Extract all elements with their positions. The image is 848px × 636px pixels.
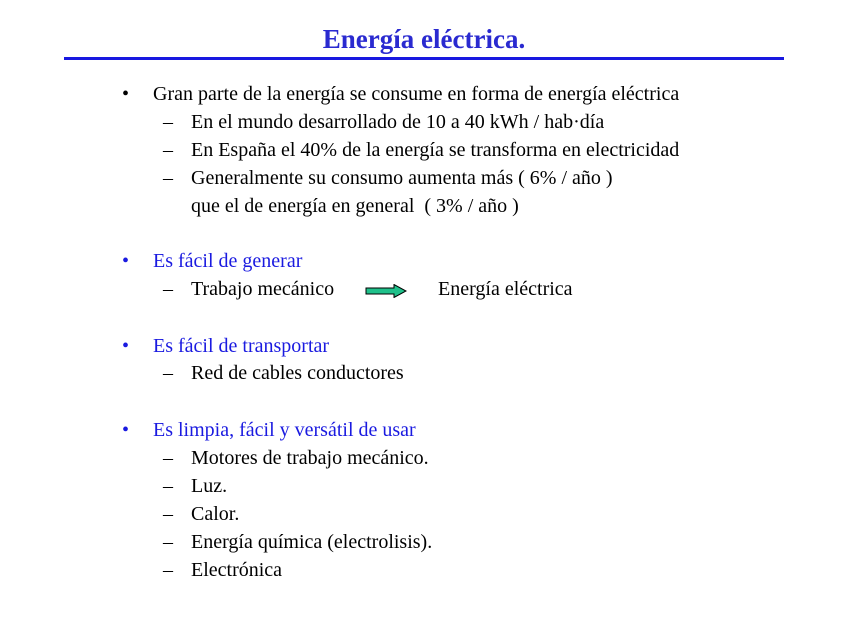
dash-marker: – bbox=[163, 503, 173, 525]
dash-marker: – bbox=[163, 447, 173, 469]
bullet-4-sub-4: Energía química (electrolisis). bbox=[191, 531, 433, 553]
bullet-marker: • bbox=[122, 83, 130, 105]
bullet-2-sub-left: Trabajo mecánico bbox=[191, 278, 335, 300]
dash-marker: – bbox=[163, 139, 173, 161]
dash-marker: – bbox=[163, 362, 173, 384]
bullet-2-sub-right: Energía eléctrica bbox=[438, 278, 573, 300]
bullet-marker: • bbox=[122, 250, 130, 272]
dash-marker: – bbox=[163, 111, 173, 133]
right-arrow-icon bbox=[365, 284, 407, 298]
bullet-3-sub-1: Red de cables conductores bbox=[191, 362, 404, 384]
bullet-1-text: Gran parte de la energía se consume en forma de energía eléctrica bbox=[153, 83, 680, 105]
bullet-marker: • bbox=[122, 335, 130, 357]
bullet-3-text: Es fácil de transportar bbox=[153, 335, 330, 357]
bullet-4-sub-5: Electrónica bbox=[191, 559, 283, 581]
bullet-2-text: Es fácil de generar bbox=[153, 250, 303, 272]
dash-marker: – bbox=[163, 278, 173, 300]
dash-marker: – bbox=[163, 531, 173, 553]
bullet-4-text: Es limpia, fácil y versátil de usar bbox=[153, 419, 416, 441]
dash-marker: – bbox=[163, 559, 173, 581]
bullet-1-sub-1: En el mundo desarrollado de 10 a 40 kWh / hab·día bbox=[191, 111, 605, 133]
title-underline bbox=[64, 57, 784, 60]
bullet-4-sub-3: Calor. bbox=[191, 503, 240, 525]
dash-marker: – bbox=[163, 475, 173, 497]
dash-marker: – bbox=[163, 167, 173, 189]
bullet-4-sub-1: Motores de trabajo mecánico. bbox=[191, 447, 429, 469]
bullet-1-sub-3-continuation: que el de energía en general ( 3% / año ) bbox=[191, 195, 519, 217]
slide-title: Energía eléctrica. bbox=[322, 24, 526, 54]
bullet-marker: • bbox=[122, 419, 130, 441]
bullet-4-sub-2: Luz. bbox=[191, 475, 228, 497]
bullet-1-sub-3: Generalmente su consumo aumenta más ( 6% / año ) bbox=[191, 167, 613, 189]
bullet-1-sub-2: En España el 40% de la energía se transforma en electricidad bbox=[191, 139, 680, 161]
